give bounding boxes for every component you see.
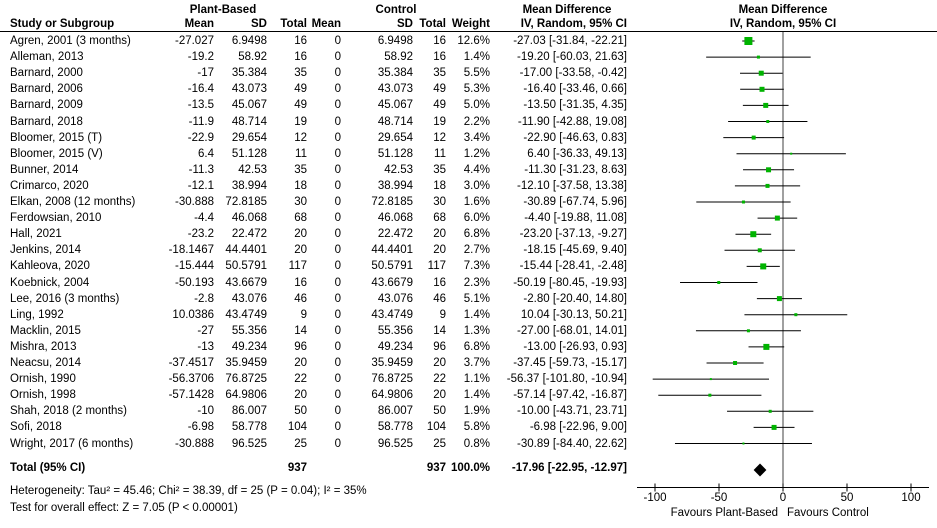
cell-ci_text: -13.00 [-26.93, 0.93]: [523, 340, 627, 353]
study-name: Bloomer, 2015 (T): [10, 131, 103, 144]
cell-ci_text: 10.04 [-30.13, 50.21]: [520, 308, 627, 321]
cell-mean1: -37.4517: [168, 357, 214, 369]
cell-mean2: 0: [334, 292, 341, 305]
cell-ci_text: -27.03 [-31.84, -22.21]: [513, 35, 627, 47]
cell-mean2: 0: [334, 131, 341, 144]
cell-n1: 49: [294, 99, 307, 112]
cell-mean2: 0: [334, 308, 341, 321]
cell-n2: 20: [433, 244, 446, 257]
study-name: Barnard, 2000: [10, 67, 83, 80]
cell-mean2: 0: [334, 421, 341, 434]
col-header-pb-total: Total: [280, 18, 307, 30]
cell-n1: 104: [287, 421, 307, 434]
study-name: Ornish, 1998: [10, 389, 76, 402]
study-name: Lee, 2016 (3 months): [10, 292, 120, 305]
cell-weight: 1.4%: [463, 51, 490, 64]
cell-n2: 11: [434, 147, 446, 160]
cell-sd1: 58.778: [231, 421, 267, 434]
cell-n1: 68: [294, 212, 307, 225]
cell-mean1: -12.1: [187, 179, 214, 192]
cell-sd1: 46.068: [231, 212, 267, 225]
cell-sd1: 76.8725: [225, 373, 267, 386]
cell-mean2: 0: [334, 196, 341, 208]
cell-weight: 6.8%: [463, 228, 490, 241]
cell-mean2: 0: [334, 244, 341, 257]
cell-n1: 19: [294, 115, 307, 128]
cell-sd2: 35.9459: [371, 357, 413, 369]
cell-n2: 19: [433, 115, 446, 128]
study-name: Barnard, 2018: [10, 115, 83, 128]
cell-n2: 35: [433, 163, 446, 176]
cell-sd2: 48.714: [377, 115, 413, 128]
cell-sd1: 43.073: [231, 83, 267, 96]
cell-ci_text: -22.90 [-46.63, 0.83]: [523, 131, 627, 144]
cell-n2: 49: [433, 99, 446, 112]
col-header-study: Study or Subgroup: [10, 18, 115, 30]
cell-n2: 20: [433, 228, 446, 241]
cell-sd2: 6.9498: [377, 35, 413, 47]
study-name: Crimarco, 2020: [10, 179, 89, 192]
cell-n2: 14: [433, 324, 446, 337]
cell-sd1: 55.356: [231, 324, 267, 337]
cell-weight: 2.2%: [463, 115, 490, 128]
cell-weight: 1.3%: [463, 324, 490, 337]
study-name: Bunner, 2014: [10, 163, 79, 176]
cell-sd1: 29.654: [231, 131, 267, 144]
study-name: Ferdowsian, 2010: [10, 212, 102, 225]
cell-ci_text: -4.40 [-19.88, 11.08]: [524, 212, 627, 225]
total-weight: 100.0%: [450, 462, 490, 474]
overall-effect-text: Test for overall effect: Z = 7.05 (P < 0.00001): [10, 502, 238, 514]
x-tick-label: 50: [840, 492, 854, 504]
cell-mean1: -2.8: [194, 292, 214, 305]
cell-n1: 50: [294, 405, 307, 418]
cell-mean2: 0: [334, 260, 341, 273]
cell-mean1: -4.4: [194, 212, 214, 225]
effect-square: [744, 37, 752, 45]
cell-sd1: 96.525: [231, 437, 267, 450]
x-tick-label: -100: [643, 492, 667, 504]
effect-square: [752, 136, 756, 140]
cell-sd2: 76.8725: [371, 373, 413, 386]
effect-square: [763, 103, 768, 108]
effect-square: [710, 378, 712, 380]
cell-ci_text: -19.20 [-60.03, 21.63]: [517, 51, 627, 64]
cell-weight: 1.1%: [463, 373, 490, 386]
cell-n1: 20: [294, 389, 307, 402]
cell-sd2: 55.356: [377, 324, 413, 337]
cell-sd2: 43.076: [377, 292, 413, 305]
cell-mean2: 0: [334, 83, 341, 96]
cell-mean2: 0: [334, 373, 341, 386]
cell-mean1: -6.98: [187, 421, 214, 434]
cell-sd2: 35.384: [377, 67, 413, 80]
cell-sd2: 42.53: [384, 163, 413, 176]
cell-mean2: 0: [334, 212, 341, 225]
cell-ci_text: -12.10 [-37.58, 13.38]: [517, 179, 627, 192]
study-name: Elkan, 2008 (12 months): [10, 196, 136, 208]
cell-mean1: -30.888: [174, 196, 214, 208]
cell-n2: 22: [433, 373, 446, 386]
cell-weight: 3.4%: [463, 131, 490, 144]
effect-square: [708, 394, 711, 397]
cell-sd2: 64.9806: [371, 389, 413, 402]
md-plot-sub-header: IV, Random, 95% CI: [729, 18, 837, 30]
col-header-ctrl-mean: Mean: [311, 18, 341, 30]
cell-n2: 50: [433, 405, 446, 418]
effect-square: [790, 153, 792, 155]
effect-square: [760, 87, 765, 92]
cell-mean2: 0: [334, 389, 341, 402]
study-name: Hall, 2021: [10, 228, 62, 241]
cell-ci_text: -11.90 [-42.88, 19.08]: [517, 115, 627, 128]
cell-sd1: 86.007: [231, 405, 267, 418]
study-name: Alleman, 2013: [10, 51, 84, 64]
cell-n1: 20: [294, 228, 307, 241]
total-pb-n: 937: [287, 462, 307, 474]
cell-ci_text: -30.89 [-84.40, 22.62]: [517, 437, 627, 450]
cell-n2: 30: [433, 196, 446, 208]
study-name: Macklin, 2015: [10, 324, 81, 337]
cell-n1: 20: [294, 357, 307, 369]
cell-ci_text: -37.45 [-59.73, -15.17]: [513, 357, 627, 369]
cell-mean1: -11.9: [188, 115, 214, 128]
cell-n1: 30: [294, 196, 307, 208]
study-name: Bloomer, 2015 (V): [10, 147, 103, 160]
cell-sd2: 43.073: [377, 83, 413, 96]
effect-square: [747, 329, 750, 332]
cell-ci_text: -2.80 [-20.40, 14.80]: [523, 292, 627, 305]
study-name: Sofi, 2018: [10, 421, 62, 434]
cell-sd1: 43.6679: [225, 276, 267, 289]
cell-weight: 6.8%: [463, 340, 490, 353]
effect-square: [766, 167, 771, 172]
cell-weight: 4.4%: [463, 163, 490, 176]
col-header-ctrl-sd: SD: [397, 18, 413, 30]
md-text-sub-header: IV, Random, 95% CI: [520, 18, 627, 30]
cell-mean1: -27: [197, 324, 214, 337]
cell-n1: 25: [294, 437, 307, 450]
cell-sd2: 58.778: [377, 421, 413, 434]
effect-square: [757, 56, 760, 59]
effect-square: [717, 281, 720, 284]
cell-weight: 1.4%: [463, 389, 490, 402]
study-name: Ornish, 1990: [10, 373, 76, 386]
cell-sd2: 29.654: [377, 131, 413, 144]
cell-mean1: -57.1428: [168, 389, 214, 402]
cell-n2: 68: [433, 212, 446, 225]
cell-ci_text: -27.00 [-68.01, 14.01]: [517, 324, 627, 337]
cell-mean2: 0: [334, 67, 341, 80]
cell-ci_text: -17.00 [-33.58, -0.42]: [519, 67, 627, 80]
cell-n1: 9: [300, 308, 307, 321]
cell-n1: 20: [294, 244, 307, 257]
cell-n1: 14: [294, 324, 307, 337]
study-name: Shah, 2018 (2 months): [10, 405, 127, 418]
effect-square: [760, 263, 766, 269]
effect-square: [769, 410, 772, 413]
col-header-weight: Weight: [451, 18, 490, 30]
summary-diamond: [754, 464, 767, 477]
cell-sd2: 50.5791: [371, 260, 413, 273]
x-tick-label: 100: [901, 492, 921, 504]
cell-ci_text: -15.44 [-28.41, -2.48]: [519, 260, 627, 273]
cell-ci_text: -50.19 [-80.45, -19.93]: [513, 276, 627, 289]
cell-n1: 49: [294, 83, 307, 96]
cell-ci_text: -13.50 [-31.35, 4.35]: [523, 99, 627, 112]
cell-weight: 2.3%: [463, 276, 490, 289]
cell-mean1: -17: [197, 67, 214, 80]
cell-n2: 16: [433, 35, 446, 47]
cell-ci_text: -18.15 [-45.69, 9.40]: [523, 244, 627, 257]
cell-weight: 5.3%: [463, 83, 490, 96]
cell-mean2: 0: [334, 228, 341, 241]
cell-sd2: 43.6679: [371, 276, 413, 289]
cell-mean2: 0: [334, 179, 341, 192]
cell-mean2: 0: [334, 340, 341, 353]
cell-sd1: 64.9806: [225, 389, 267, 402]
cell-n1: 22: [294, 373, 307, 386]
cell-sd1: 44.4401: [225, 244, 267, 257]
cell-sd2: 86.007: [377, 405, 413, 418]
cell-n2: 20: [433, 389, 446, 402]
cell-mean2: 0: [334, 357, 341, 369]
effect-square: [733, 361, 737, 365]
cell-ci_text: -10.00 [-43.71, 23.71]: [517, 405, 627, 418]
cell-mean1: -11.3: [188, 163, 214, 176]
cell-mean2: 0: [334, 276, 341, 289]
cell-ci_text: -16.40 [-33.46, 0.66]: [523, 83, 627, 96]
study-name: Agren, 2001 (3 months): [10, 35, 131, 47]
cell-mean1: -10: [197, 405, 214, 418]
cell-sd1: 49.234: [231, 340, 267, 353]
cell-weight: 5.1%: [463, 292, 490, 305]
col-header-pb-mean: Mean: [184, 18, 214, 30]
md-plot-column-header: Mean Difference: [738, 4, 828, 16]
study-name: Neacsu, 2014: [10, 357, 81, 369]
cell-ci_text: 6.40 [-36.33, 49.13]: [527, 147, 627, 160]
cell-sd2: 72.8185: [371, 196, 413, 208]
md-text-column-header: Mean Difference: [522, 4, 612, 16]
cell-n2: 9: [439, 308, 446, 321]
cell-weight: 12.6%: [457, 35, 490, 47]
study-name: Barnard, 2006: [10, 83, 83, 96]
cell-mean1: -22.9: [187, 131, 214, 144]
effect-square: [777, 296, 782, 301]
cell-mean1: -19.2: [187, 51, 214, 64]
cell-n2: 16: [433, 51, 446, 64]
cell-mean1: -15.444: [174, 260, 214, 273]
total-ctrl-n: 937: [426, 462, 446, 474]
cell-mean1: -50.193: [174, 276, 214, 289]
cell-mean1: -16.4: [187, 83, 214, 96]
cell-ci_text: -6.98 [-22.96, 9.00]: [529, 421, 627, 434]
cell-n1: 11: [295, 147, 307, 160]
cell-weight: 3.7%: [463, 357, 490, 369]
cell-sd1: 51.128: [231, 147, 267, 160]
cell-sd1: 43.4749: [225, 308, 267, 321]
cell-sd1: 38.994: [231, 179, 267, 192]
cell-sd2: 46.068: [377, 212, 413, 225]
cell-n1: 46: [294, 292, 307, 305]
cell-sd2: 43.4749: [371, 308, 413, 321]
cell-mean2: 0: [334, 405, 341, 418]
cell-ci_text: -57.14 [-97.42, -16.87]: [513, 389, 627, 402]
cell-n1: 16: [294, 35, 307, 47]
cell-n2: 117: [427, 260, 446, 273]
cell-mean2: 0: [334, 163, 341, 176]
cell-sd2: 49.234: [377, 340, 413, 353]
cell-n1: 35: [294, 163, 307, 176]
study-name: Ling, 1992: [10, 308, 64, 321]
cell-sd2: 58.92: [384, 51, 413, 64]
cell-sd2: 45.067: [377, 99, 413, 112]
cell-mean1: -18.1467: [168, 244, 214, 257]
effect-square: [742, 443, 744, 445]
cell-n2: 16: [433, 276, 446, 289]
cell-weight: 0.8%: [463, 437, 490, 450]
cell-mean2: 0: [334, 99, 341, 112]
cell-mean2: 0: [334, 35, 341, 47]
cell-mean2: 0: [334, 147, 341, 160]
study-name: Koebnick, 2004: [10, 276, 90, 289]
study-name: Mishra, 2013: [10, 340, 77, 353]
cell-weight: 1.9%: [463, 405, 490, 418]
cell-n2: 20: [433, 357, 446, 369]
cell-weight: 6.0%: [463, 212, 490, 225]
cell-n2: 46: [433, 292, 446, 305]
cell-n2: 18: [433, 179, 446, 192]
cell-mean2: 0: [334, 115, 341, 128]
cell-sd1: 35.384: [231, 67, 267, 80]
cell-weight: 2.7%: [463, 244, 490, 257]
cell-sd2: 96.525: [377, 437, 413, 450]
cell-sd1: 6.9498: [231, 35, 267, 47]
cell-mean1: 10.0386: [172, 308, 214, 321]
effect-square: [759, 71, 764, 76]
cell-n2: 96: [433, 340, 446, 353]
group-header-plant-based: Plant-Based: [189, 4, 257, 16]
cell-sd2: 22.472: [377, 228, 413, 241]
effect-square: [772, 425, 777, 430]
cell-mean2: 0: [334, 437, 341, 450]
col-header-pb-sd: SD: [251, 18, 267, 30]
cell-sd1: 22.472: [231, 228, 267, 241]
effect-square: [775, 216, 780, 221]
cell-n2: 25: [433, 437, 446, 450]
cell-sd1: 43.076: [231, 292, 267, 305]
cell-weight: 5.8%: [463, 421, 490, 434]
study-name: Jenkins, 2014: [10, 244, 81, 257]
cell-weight: 1.4%: [463, 308, 490, 321]
cell-mean1: -27.027: [174, 35, 214, 47]
cell-n1: 35: [294, 67, 307, 80]
cell-n2: 104: [426, 421, 446, 434]
effect-square: [766, 184, 770, 188]
col-header-ctrl-total: Total: [419, 18, 446, 30]
cell-ci_text: -23.20 [-37.13, -9.27]: [519, 228, 627, 241]
favours-left-label: Favours Plant-Based: [670, 507, 778, 519]
cell-mean1: -56.3706: [168, 373, 214, 386]
cell-mean1: -13: [197, 340, 214, 353]
cell-mean1: -30.888: [174, 437, 214, 450]
cell-mean1: 6.4: [198, 147, 214, 160]
cell-n1: 18: [294, 179, 307, 192]
cell-weight: 1.6%: [463, 196, 490, 208]
cell-n1: 16: [294, 51, 307, 64]
effect-square: [766, 120, 769, 123]
group-header-control: Control: [375, 4, 417, 16]
cell-weight: 5.5%: [463, 67, 490, 80]
heterogeneity-text: Heterogeneity: Tau² = 45.46; Chi² = 38.39, df = 25 (P = 0.04); I² = 35%: [10, 485, 367, 497]
cell-sd1: 58.92: [238, 51, 267, 64]
study-name: Kahleova, 2020: [10, 260, 90, 273]
cell-sd1: 50.5791: [225, 260, 267, 273]
cell-sd1: 35.9459: [225, 357, 267, 369]
cell-n2: 49: [433, 83, 446, 96]
cell-sd1: 48.714: [231, 115, 267, 128]
effect-square: [794, 313, 797, 316]
cell-sd2: 38.994: [377, 179, 413, 192]
cell-ci_text: -30.89 [-67.74, 5.96]: [523, 196, 627, 208]
cell-mean2: 0: [334, 51, 341, 64]
cell-sd2: 44.4401: [371, 244, 413, 257]
cell-n1: 96: [294, 340, 307, 353]
cell-ci_text: -56.37 [-101.80, -10.94]: [506, 373, 627, 386]
cell-weight: 3.0%: [463, 179, 490, 192]
effect-square: [758, 248, 762, 252]
cell-weight: 5.0%: [463, 99, 490, 112]
cell-n1: 16: [294, 276, 307, 289]
x-tick-label: 0: [779, 492, 787, 504]
effect-square: [742, 201, 745, 204]
cell-ci_text: -11.30 [-31.23, 8.63]: [524, 163, 627, 176]
effect-square: [763, 344, 769, 350]
cell-n2: 12: [433, 131, 446, 144]
total-label: Total (95% CI): [10, 462, 86, 474]
cell-sd1: 42.53: [238, 163, 267, 176]
effect-square: [750, 231, 756, 237]
total-ci-text: -17.96 [-22.95, -12.97]: [511, 462, 627, 474]
study-name: Wright, 2017 (6 months): [10, 437, 134, 450]
cell-sd1: 72.8185: [225, 196, 267, 208]
x-tick-label: -50: [710, 492, 728, 504]
cell-sd1: 45.067: [231, 99, 267, 112]
cell-sd2: 51.128: [377, 147, 413, 160]
cell-n2: 35: [433, 67, 446, 80]
favours-right-label: Favours Control: [787, 507, 869, 519]
cell-n1: 12: [294, 131, 307, 144]
cell-mean1: -13.5: [187, 99, 214, 112]
study-name: Barnard, 2009: [10, 99, 83, 112]
cell-n1: 117: [288, 260, 307, 273]
cell-weight: 1.2%: [463, 147, 490, 160]
cell-weight: 7.3%: [463, 260, 490, 273]
cell-mean1: -23.2: [187, 228, 214, 241]
cell-mean2: 0: [334, 324, 341, 337]
